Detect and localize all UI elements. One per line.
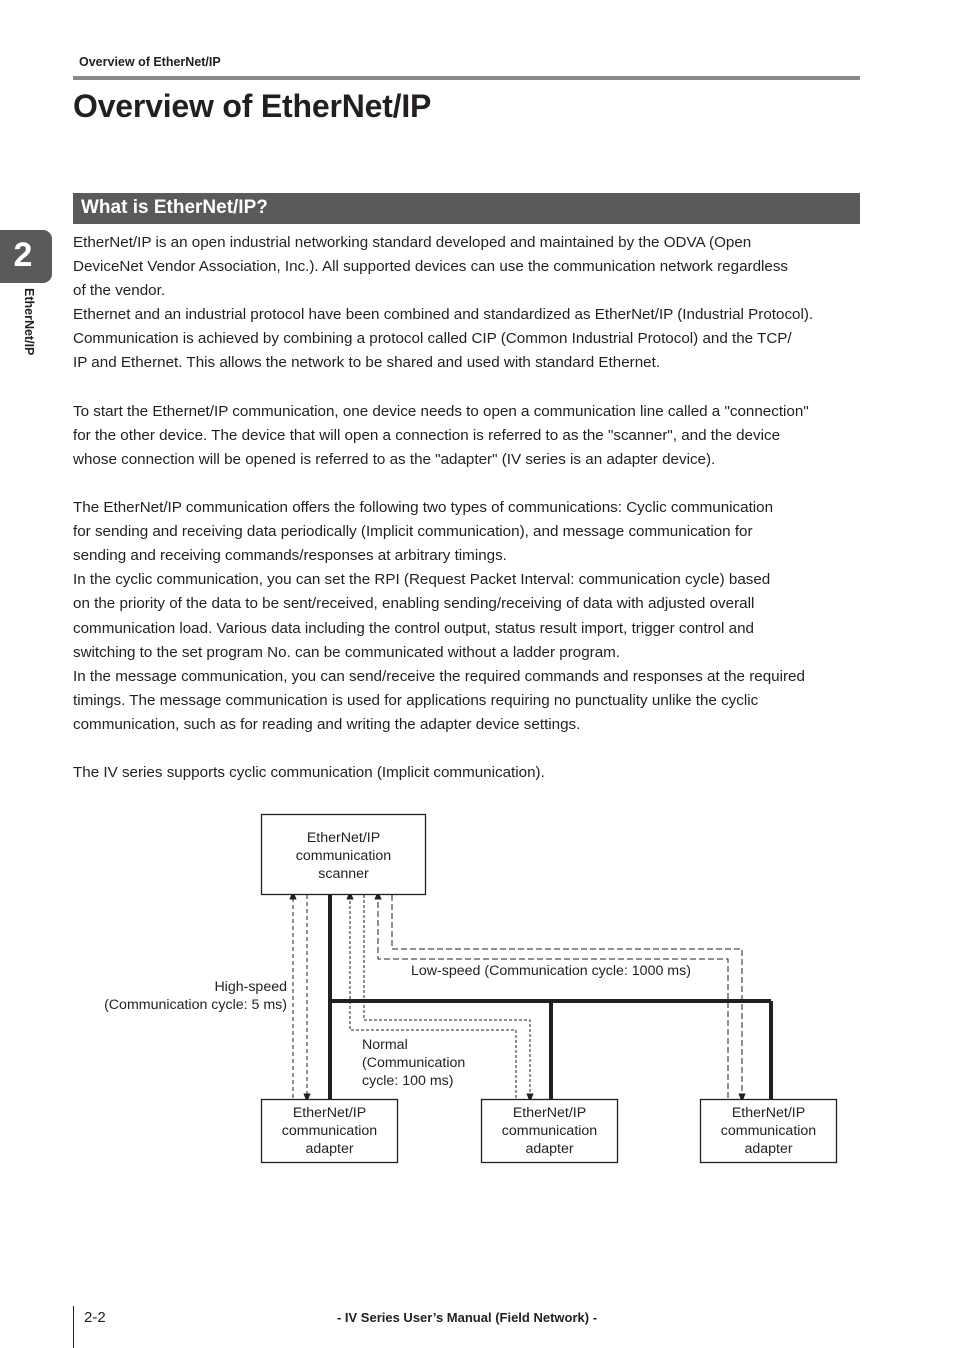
body-line: of the vendor.	[73, 282, 166, 300]
body-line: on the priority of the data to be sent/received, enabling sending/receiving of data with adjusted overall	[73, 595, 755, 613]
adapter-box	[482, 1100, 618, 1163]
body-line: The IV series supports cyclic communication (Implicit communication).	[73, 764, 545, 782]
body-line: whose connection will be opened is referred to as the "adapter" (IV series is an adapter device).	[73, 450, 716, 468]
svg-text:adapter: adapter	[744, 1141, 793, 1157]
svg-text:EtherNet/IP: EtherNet/IP	[731, 1105, 806, 1121]
body-line: sending and receiving commands/responses at arbitrary timings.	[73, 547, 507, 565]
paragraph-gap	[73, 737, 868, 761]
svg-text:scanner: scanner	[318, 866, 369, 882]
header-rule	[73, 76, 860, 80]
normal-label: (Communication	[362, 1055, 466, 1071]
low-speed-label: Low-speed (Communication cycle: 1000 ms)	[411, 963, 691, 979]
section-title: What is EtherNet/IP?	[81, 197, 268, 218]
section-heading-bar	[73, 193, 860, 224]
svg-text:EtherNet/IP: EtherNet/IP	[512, 1105, 587, 1121]
body-line: In the message communication, you can send/receive the required commands and responses at the required	[73, 667, 805, 685]
high-speed-label: (Communication cycle: 5 ms)	[104, 997, 287, 1013]
chapter-tab	[0, 230, 52, 283]
page-number: 2-2	[84, 1309, 106, 1326]
svg-text:adapter: adapter	[525, 1141, 574, 1157]
body-line: IP and Ethernet. This allows the network to be shared and used with standard Ethernet.	[73, 354, 661, 372]
body-line: switching to the set program No. can be communicated without a ladder program.	[73, 643, 621, 661]
svg-text:communication: communication	[295, 848, 392, 864]
svg-text:EtherNet/IP: EtherNet/IP	[306, 830, 381, 846]
svg-text:communication: communication	[501, 1123, 598, 1139]
chapter-number: 2	[13, 236, 33, 274]
body-line: for the other device. The device that will open a connection is referred to as the "scanner", and the device	[73, 426, 781, 444]
body-line: timings. The message communication is used for applications requiring no punctuality unlike the cyclic	[73, 691, 759, 709]
adapter-box	[701, 1100, 837, 1163]
high-speed-path	[293, 895, 307, 1098]
footer-manual-title: - IV Series User’s Manual (Field Network) -	[336, 1310, 598, 1325]
network-diagram	[0, 800, 954, 1180]
body-line: In the cyclic communication, you can set the RPI (Request Packet Interval: communication cycle) based	[73, 571, 771, 589]
body-line: The EtherNet/IP communication offers the following two types of communications: Cyclic communication	[73, 499, 774, 517]
svg-text:adapter: adapter	[305, 1141, 354, 1157]
body-line: EtherNet/IP is an open industrial networking standard developed and maintained by the ODVA (Open	[73, 234, 752, 251]
body-line: communication, such as for reading and writing the adapter device settings.	[73, 715, 581, 733]
body-line: communication load. Various data including the control output, status result import, trigger control and	[73, 619, 754, 637]
adapter-box	[262, 1100, 398, 1163]
normal-label: cycle: 100 ms)	[362, 1073, 454, 1089]
running-header: Overview of EtherNet/IP	[79, 55, 221, 69]
paragraph-gap	[73, 376, 868, 400]
svg-text:communication: communication	[720, 1123, 817, 1139]
high-speed-label: High-speed	[214, 979, 287, 995]
page-title: Overview of EtherNet/IP	[73, 88, 432, 124]
normal-label: Normal	[362, 1037, 408, 1053]
body-text	[73, 231, 868, 785]
paragraph-gap	[73, 472, 868, 496]
body-line: DeviceNet Vendor Association, Inc.). All supported devices can use the communication network regardless	[73, 258, 789, 276]
scanner-box	[262, 815, 426, 895]
svg-text:EtherNet/IP: EtherNet/IP	[292, 1105, 367, 1121]
body-line: Ethernet and an industrial protocol have been combined and standardized as EtherNet/IP (Industrial Protocol).	[73, 306, 814, 324]
chapter-side-label: EtherNet/IP	[22, 288, 36, 356]
body-line: Communication is achieved by combining a protocol called CIP (Common Industrial Protocol) and the TCP/	[73, 330, 792, 348]
body-line: for sending and receiving data periodically (Implicit communication), and message communication for	[73, 523, 753, 541]
svg-text:communication: communication	[281, 1123, 378, 1139]
body-line: To start the Ethernet/IP communication, one device needs to open a communication line called a "connection"	[73, 402, 809, 420]
